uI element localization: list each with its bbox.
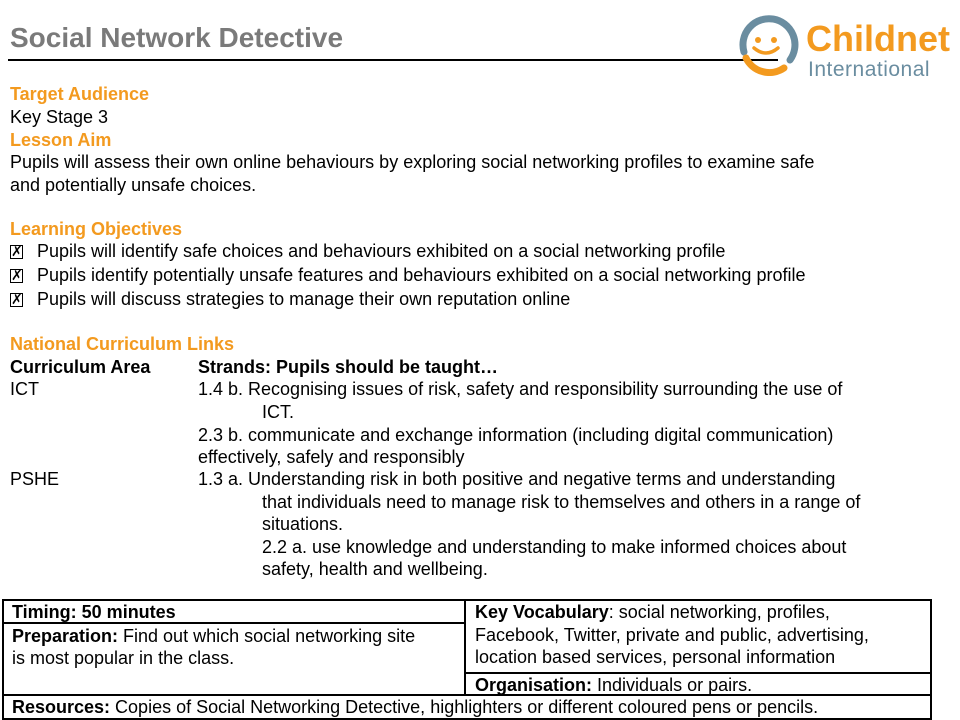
childnet-logo xyxy=(732,10,954,81)
checkbox-icon xyxy=(10,269,23,283)
vocabulary-line-2: Facebook, Twitter, private and public, advertising, xyxy=(475,625,869,645)
objective-item: ✗Pupils identify potentially unsafe features and behaviours exhibited on a social networking profile xyxy=(10,264,805,287)
ict-strand-1-line-1: 1.4 b. Recognising issues of risk, safety and responsibility surrounding the use of xyxy=(198,379,843,399)
smiley-logo-icon xyxy=(732,14,802,76)
pshe-strand-2-line-2: safety, health and wellbeing. xyxy=(262,559,488,579)
logo-wordmark: Childnet xyxy=(806,18,950,59)
timing-text: Timing: 50 minutes xyxy=(12,602,176,622)
pshe-strand-1-line-2: that individuals need to manage risk to themselves and others in a range of xyxy=(262,492,861,512)
logo-subtitle: International xyxy=(808,58,931,81)
objective-item: ✗Pupils will identify safe choices and behaviours exhibited on a social networking profile xyxy=(10,240,725,263)
curriculum-area-header: Curriculum Area xyxy=(10,357,151,377)
organisation-cell xyxy=(464,672,932,696)
strands-header: Strands: Pupils should be taught… xyxy=(198,357,499,377)
target-audience-heading: Target Audience xyxy=(10,84,150,104)
resources-cell xyxy=(2,694,932,720)
objective-item: ✗Pupils will discuss strategies to manage their own reputation online xyxy=(10,288,570,311)
ict-strand-1-line-2: ICT. xyxy=(262,402,295,422)
pshe-strand-1-line-1: 1.3 a. Understanding risk in both positive and negative terms and understanding xyxy=(198,469,836,489)
lesson-aim-heading: Lesson Aim xyxy=(10,130,112,150)
preparation-cell xyxy=(2,622,466,696)
checkbox-icon xyxy=(10,245,23,259)
vocabulary-cell xyxy=(464,599,932,674)
organisation-text: Organisation: Individuals or pairs. xyxy=(475,675,753,695)
checkbox-icon xyxy=(10,293,23,307)
pshe-strand-2-line-1: 2.2 a. use knowledge and understanding to make informed choices about xyxy=(262,537,847,557)
vocabulary-line-3: location based services, personal information xyxy=(475,647,836,667)
ict-strand-2-line-1: 2.3 b. communicate and exchange information (including digital communication) xyxy=(198,425,834,445)
timing-cell xyxy=(2,599,466,624)
ict-area: ICT xyxy=(10,379,39,399)
curriculum-heading: National Curriculum Links xyxy=(10,334,235,354)
target-audience-value: Key Stage 3 xyxy=(10,107,109,127)
title-divider xyxy=(8,59,778,61)
resources-text: Resources: Copies of Social Networking Detective, highlighters or different coloured pens or pencils. xyxy=(12,697,819,717)
preparation-line-2: is most popular in the class. xyxy=(12,648,235,668)
ict-strand-2-line-2: effectively, safely and responsibly xyxy=(198,447,465,467)
vocabulary-line-1: Key Vocabulary: social networking, profiles, xyxy=(475,602,830,622)
pshe-area: PSHE xyxy=(10,469,60,489)
lesson-aim-line-1: Pupils will assess their own online behaviours by exploring social networking profiles to examine safe xyxy=(10,152,815,172)
page-title: Social Network Detective xyxy=(10,22,344,53)
pshe-strand-1-line-3: situations. xyxy=(262,514,344,534)
lesson-aim-line-2: and potentially unsafe choices. xyxy=(10,175,257,195)
learning-objectives-heading: Learning Objectives xyxy=(10,219,183,239)
preparation-line-1: Preparation: Find out which social networking site xyxy=(12,626,416,646)
